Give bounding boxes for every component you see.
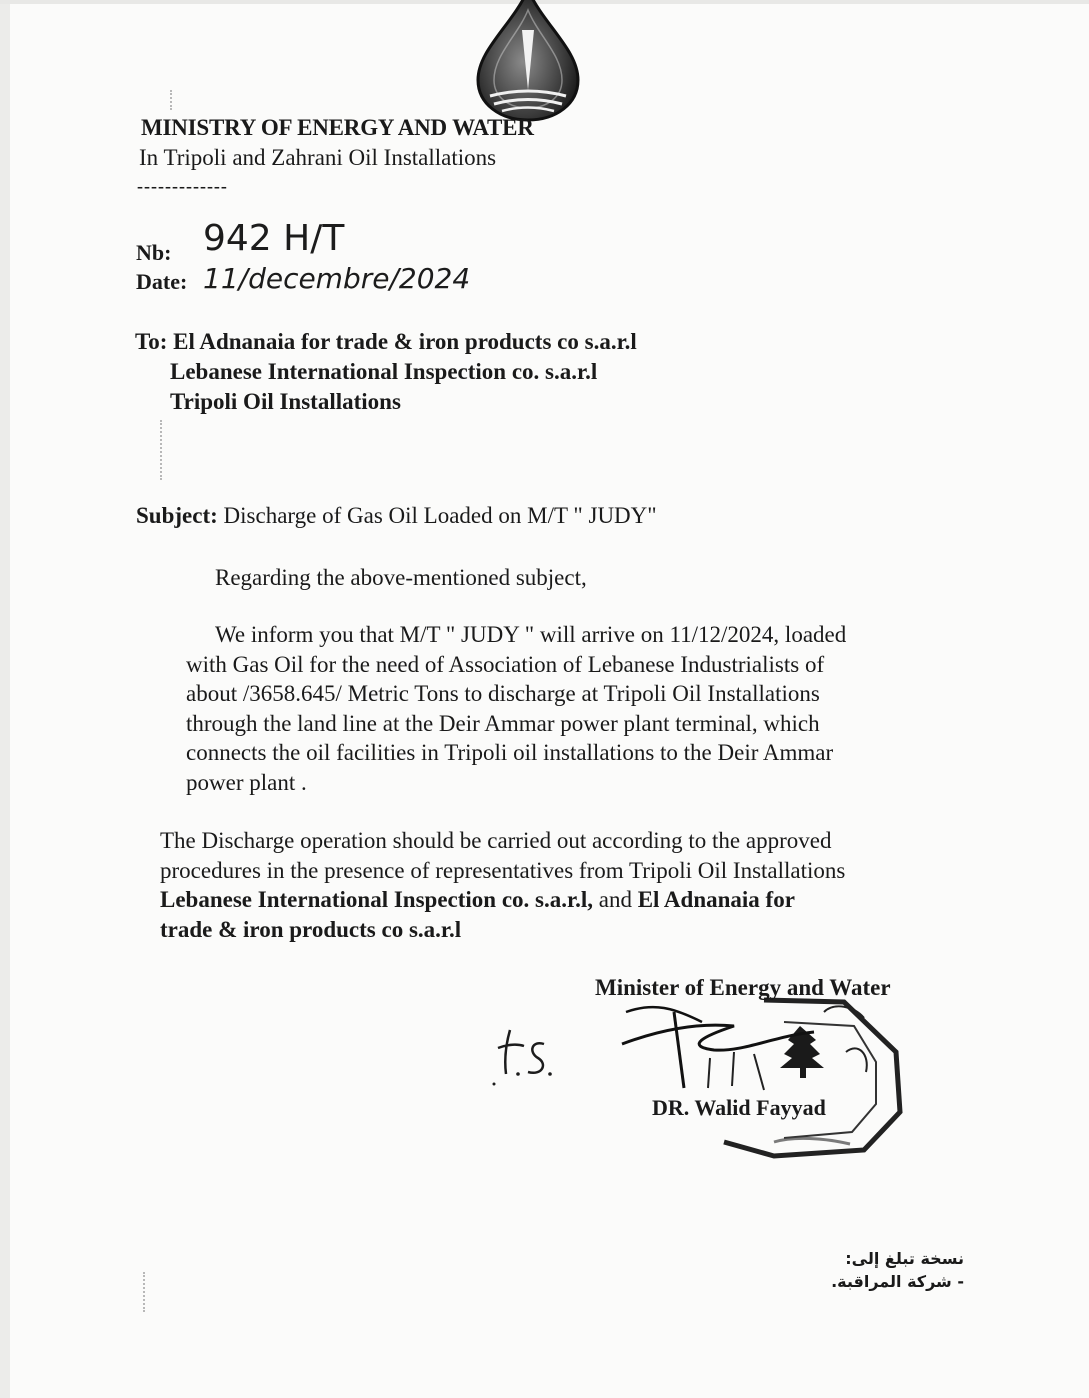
para2-line: The Discharge operation should be carried out according to the approved xyxy=(160,828,832,853)
para1-line: power plant . xyxy=(186,769,307,795)
nb-label: Nb: xyxy=(136,240,172,265)
para1-line: We inform you that M/T " JUDY " will arrive on 11/12/2024, loaded xyxy=(215,622,847,647)
date-label: Date: xyxy=(136,269,188,294)
subject-text: Discharge of Gas Oil Loaded on M/T " JUDY" xyxy=(223,503,657,528)
nb-value-handwritten: 942 H/T xyxy=(203,218,345,259)
para2-and: and xyxy=(592,887,638,912)
recipient-tripoli-installations: Tripoli Oil Installations xyxy=(170,389,401,414)
ministry-seal-stamp xyxy=(614,992,904,1162)
greeting: Regarding the above-mentioned subject, xyxy=(215,565,587,590)
para1-line: connects the oil facilities in Tripoli oil installations to the Deir Ammar xyxy=(186,740,834,765)
signatory-title: Minister of Energy and Water xyxy=(595,975,891,1000)
oil-drop-logo-icon xyxy=(472,0,584,122)
subject-label: Subject: xyxy=(136,503,218,528)
para2-line: procedures in the presence of representatives from Tripoli Oil Installations xyxy=(160,857,846,883)
recipients-block xyxy=(135,327,637,417)
ministry-title: MINISTRY OF ENERGY AND WATER xyxy=(141,115,534,140)
para2-line xyxy=(160,885,845,915)
date-value-handwritten: 11/decembre/2024 xyxy=(203,262,471,295)
signatory-name: DR. Walid Fayyad xyxy=(652,1095,826,1120)
to-label: To: xyxy=(135,329,168,354)
para1-line: about /3658.645/ Metric Tons to discharge at Tripoli Oil Installations xyxy=(186,681,820,706)
handwritten-initials xyxy=(488,1022,558,1092)
para2-bold: trade & iron products co s.a.r.l xyxy=(160,916,462,942)
paragraph-1 xyxy=(186,620,846,797)
recipient-lebanese-inspection: Lebanese International Inspection co. s.a.r.l xyxy=(170,359,598,384)
para2-line xyxy=(160,915,845,945)
subject-line xyxy=(136,503,657,529)
copy-note-heading: نسخة تبلغ إلى: xyxy=(845,1249,964,1268)
ministry-subtitle: In Tripoli and Zahrani Oil Installations xyxy=(139,145,497,170)
recipient-el-adnanaia: El Adnanaia for trade & iron products co s.a.r.l xyxy=(173,329,637,354)
para1-line: through the land line at the Deir Ammar power plant terminal, which xyxy=(186,710,820,736)
scan-edge-left xyxy=(0,0,10,1398)
paragraph-2 xyxy=(160,826,845,944)
para2-bold: El Adnanaia for xyxy=(637,887,795,912)
copy-note-recipient: - شركة المراقبة. xyxy=(831,1272,964,1291)
para2-bold: Lebanese International Inspection co. s.a.r.l, xyxy=(160,887,593,912)
scan-artifact xyxy=(143,1272,149,1312)
header-divider: ------------- xyxy=(137,176,228,196)
recipient-line-1 xyxy=(135,327,637,357)
para1-line: with Gas Oil for the need of Association of Lebanese Industrialists of xyxy=(186,651,825,677)
scan-artifact xyxy=(160,420,166,480)
scan-artifact xyxy=(170,90,176,110)
